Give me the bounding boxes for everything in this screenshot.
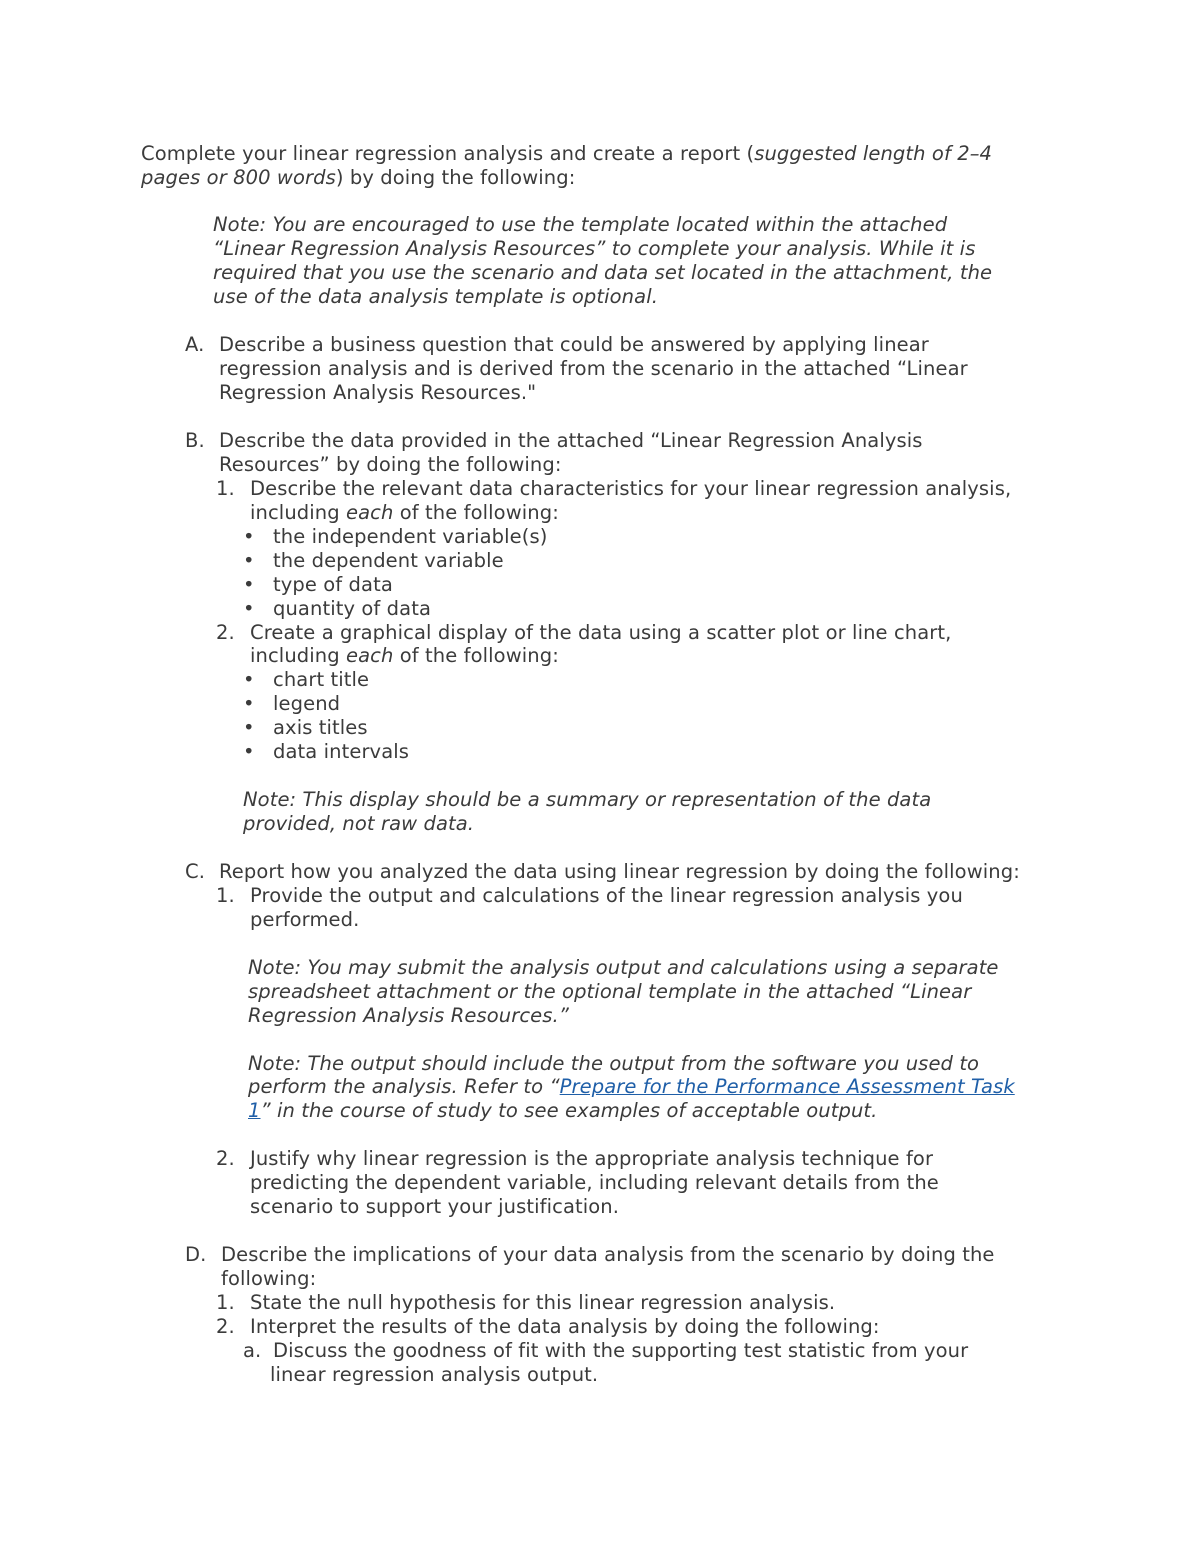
section-a-line: Describe a business question that could be answered by applying linear: [219, 333, 929, 356]
section-b-item-1-line: Describe the relevant data characteristics for your linear regression analysis,: [250, 477, 1012, 500]
section-d-item-1-label: 1.: [216, 1291, 235, 1314]
section-b-line: Describe the data provided in the attached “Linear Regression Analysis: [219, 429, 923, 452]
bullet-item: data intervals: [273, 740, 410, 763]
bullet-icon: •: [243, 525, 255, 548]
bullet-item: axis titles: [273, 716, 368, 739]
intro-note-line: use of the data analysis template is optional.: [213, 285, 659, 308]
section-c-note-1-line: spreadsheet attachment or the optional template in the attached “Linear: [248, 980, 972, 1003]
section-a-line: regression analysis and is derived from the scenario in the attached “Linear: [219, 357, 968, 380]
section-c-note-2-line-2: [248, 1075, 1015, 1099]
performance-assessment-link[interactable]: Prepare for the Performance Assessment Task: [559, 1075, 1015, 1098]
bullet-item: the independent variable(s): [273, 525, 548, 548]
bullet-item: type of data: [273, 573, 393, 596]
text: including: [250, 501, 347, 524]
section-d-label: D.: [185, 1243, 207, 1266]
intro-text-2: ) by doing the following:: [335, 166, 576, 189]
performance-assessment-link-continued[interactable]: 1: [248, 1099, 261, 1122]
bullet-item: quantity of data: [273, 597, 432, 620]
bullet-icon: •: [243, 549, 255, 572]
bullet-icon: •: [243, 668, 255, 691]
intro-note-line: Note: You are encouraged to use the template located within the attached: [213, 213, 948, 236]
bullet-icon: •: [243, 573, 255, 596]
section-c-label: C.: [185, 860, 206, 883]
section-d-sub-a-line: Discuss the goodness of fit with the supporting test statistic from your: [273, 1339, 969, 1362]
section-c-note-1-line: Regression Analysis Resources.”: [248, 1004, 569, 1027]
section-b-item-2-label: 2.: [216, 621, 235, 644]
section-c-item-2-line: Justify why linear regression is the appropriate analysis technique for: [250, 1147, 934, 1170]
section-b-item-2-line: Create a graphical display of the data using a scatter plot or line chart,: [250, 621, 952, 644]
section-d-item-2-line: Interpret the results of the data analysis by doing the following:: [250, 1315, 880, 1338]
intro-italic: suggested length of 2–4: [754, 142, 993, 165]
section-d-line: following:: [221, 1267, 317, 1290]
bullet-icon: •: [243, 597, 255, 620]
section-b-label: B.: [185, 429, 205, 452]
intro-italic-2: pages or 800 words: [141, 166, 336, 189]
section-c-item-2-line: predicting the dependent variable, including relevant details from the: [250, 1171, 939, 1194]
section-c-note-2-line: Note: The output should include the output from the software you used to: [248, 1052, 980, 1075]
bullet-item: chart title: [273, 668, 370, 691]
section-b-item-2-line-2: [250, 644, 559, 668]
section-c-note-2-line-3: [248, 1099, 877, 1123]
bullet-item: the dependent variable: [273, 549, 504, 572]
section-b-item-1-label: 1.: [216, 477, 235, 500]
bullet-icon: •: [243, 692, 255, 715]
intro-note-line: required that you use the scenario and data set located in the attachment, the: [213, 261, 993, 284]
section-d-sub-a-line: linear regression analysis output.: [270, 1363, 599, 1386]
intro-text: Complete your linear regression analysis and create a report (: [141, 142, 755, 165]
section-c-item-1-line: Provide the output and calculations of the linear regression analysis you: [250, 884, 963, 907]
section-c-line: Report how you analyzed the data using linear regression by doing the following:: [219, 860, 1020, 883]
intro-line-2: [141, 166, 575, 190]
text: including: [250, 644, 347, 667]
text: of the following:: [393, 501, 559, 524]
section-d-sub-a-label: a.: [243, 1339, 262, 1362]
section-a-line: Regression Analysis Resources.": [219, 381, 537, 404]
emphasis-each: each: [346, 644, 394, 667]
bullet-icon: •: [243, 716, 255, 739]
emphasis-each: each: [346, 501, 394, 524]
intro-note-line: “Linear Regression Analysis Resources” to complete your analysis. While it is: [213, 237, 976, 260]
section-c-item-2-label: 2.: [216, 1147, 235, 1170]
section-c-item-1-line: performed.: [250, 908, 360, 931]
text: of the following:: [393, 644, 559, 667]
section-b-note-line: provided, not raw data.: [243, 812, 475, 835]
bullet-icon: •: [243, 740, 255, 763]
section-d-line: Describe the implications of your data analysis from the scenario by doing the: [221, 1243, 995, 1266]
bullet-item: legend: [273, 692, 341, 715]
section-b-note-line: Note: This display should be a summary or representation of the data: [243, 788, 932, 811]
section-c-note-1-line: Note: You may submit the analysis output and calculations using a separate: [248, 956, 999, 979]
section-b-line: Resources” by doing the following:: [219, 453, 562, 476]
section-d-item-1-line: State the null hypothesis for this linear regression analysis.: [250, 1291, 836, 1314]
text: ” in the course of study to see examples of acceptable output.: [260, 1099, 878, 1122]
intro-line-1: [141, 142, 992, 166]
section-c-item-1-label: 1.: [216, 884, 235, 907]
section-d-item-2-label: 2.: [216, 1315, 235, 1338]
section-b-item-1-line-2: [250, 501, 559, 525]
text: perform the analysis. Refer to “: [248, 1075, 560, 1098]
section-a-label: A.: [185, 333, 205, 356]
section-c-item-2-line: scenario to support your justification.: [250, 1195, 620, 1218]
